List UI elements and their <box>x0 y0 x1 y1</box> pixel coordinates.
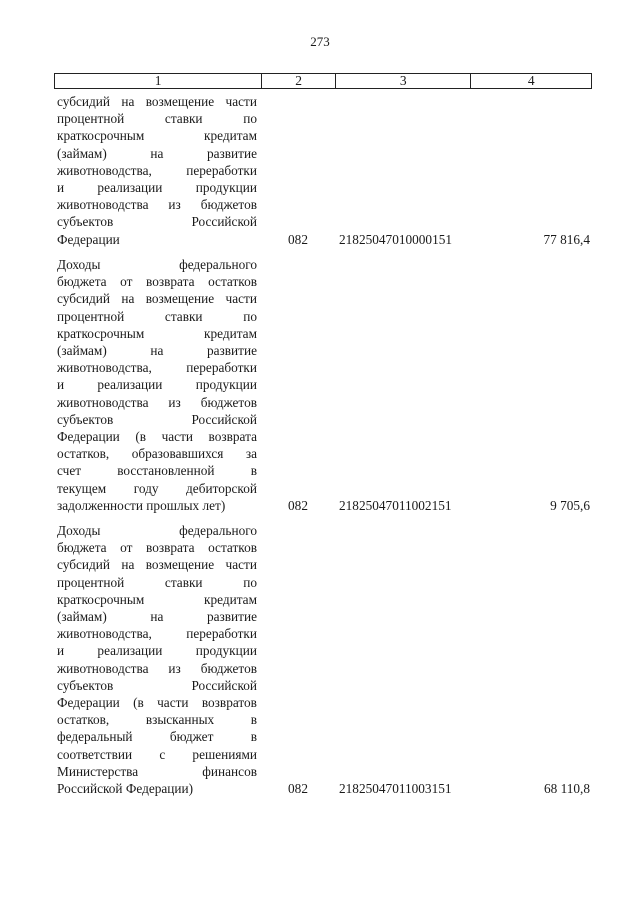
row-description-line: Федерации (в части возвратов <box>57 695 257 711</box>
column-header-2: 2 <box>262 74 336 88</box>
row-description-line: Министерства финансов <box>57 763 257 779</box>
row-description-line: (займам) на развитие <box>57 145 257 161</box>
row-description-line: субъектов Российской <box>57 411 257 427</box>
row-description <box>57 256 257 514</box>
row-description-line: счет восстановленной в <box>57 463 257 479</box>
row-description-line: краткосрочным кредитам <box>57 128 257 144</box>
row-description-line: процентной ставки по <box>57 574 257 590</box>
row-kbk: 21825047010000151 <box>339 231 453 247</box>
row-description-line: субъектов Российской <box>57 677 257 693</box>
row-description-line: животноводства, переработки <box>57 626 257 642</box>
table-row <box>57 256 590 514</box>
table-row <box>57 522 590 797</box>
row-amount: 9 705,6 <box>550 497 590 513</box>
row-description-line: субсидий на возмещение части <box>57 291 257 307</box>
row-description-line: животноводства, переработки <box>57 162 257 178</box>
row-code: 082 <box>288 231 308 247</box>
row-description-line: остатков, образовавшихся за <box>57 446 257 462</box>
row-description-line: Федерации <box>57 231 120 247</box>
row-description-line: Доходы федерального <box>57 523 257 538</box>
row-description-line: Доходы федерального <box>57 257 257 272</box>
row-kbk: 21825047011003151 <box>339 781 452 797</box>
row-description-line: краткосрочным кредитам <box>57 591 257 607</box>
row-description-line: задолженности прошлых лет) <box>57 497 226 513</box>
row-description-line: субсидий на возмещение части <box>57 557 257 573</box>
column-header-3: 3 <box>336 74 472 88</box>
table-row <box>57 93 590 248</box>
row-code: 082 <box>288 781 308 797</box>
row-description-line: животноводства из бюджетов <box>57 197 257 213</box>
row-description-line: и реализации продукции <box>57 180 257 196</box>
row-description-line: бюджета от возврата остатков <box>57 274 257 290</box>
row-description-line: краткосрочным кредитам <box>57 325 257 341</box>
row-description <box>57 522 257 797</box>
row-amount: 68 110,8 <box>543 781 590 797</box>
row-description-line: процентной ставки по <box>57 308 257 324</box>
row-description-line: (займам) на развитие <box>57 609 257 625</box>
row-description-line: животноводства из бюджетов <box>57 660 257 676</box>
row-description-line: животноводства из бюджетов <box>57 394 257 410</box>
row-description-line: Федерации (в части возврата <box>57 429 257 445</box>
row-description-line: и реализации продукции <box>57 377 257 393</box>
row-code: 082 <box>288 497 308 513</box>
row-description-line: и реализации продукции <box>57 643 257 659</box>
table-header <box>54 73 592 89</box>
row-description-line: федеральный бюджет в <box>57 729 257 745</box>
row-description-line: субсидий на возмещение части <box>57 94 257 109</box>
row-description-line: животноводства, переработки <box>57 360 257 376</box>
column-header-1: 1 <box>55 74 262 88</box>
row-description-line: остатков, взысканных в <box>57 712 257 728</box>
row-description-line: Российской Федерации) <box>57 781 194 797</box>
page-number: 273 <box>310 34 330 49</box>
row-amount: 77 816,4 <box>543 231 590 247</box>
column-header-4: 4 <box>527 73 535 88</box>
row-description-line: субъектов Российской <box>57 214 257 230</box>
row-description-line: текущем году дебиторской <box>57 480 257 496</box>
row-description <box>57 93 257 248</box>
row-kbk: 21825047011002151 <box>339 497 452 513</box>
row-description-line: бюджета от возврата остатков <box>57 540 257 556</box>
row-description-line: процентной ставки по <box>57 111 257 127</box>
row-description-line: соответствии с решениями <box>57 746 257 762</box>
row-description-line: (займам) на развитие <box>57 343 257 359</box>
